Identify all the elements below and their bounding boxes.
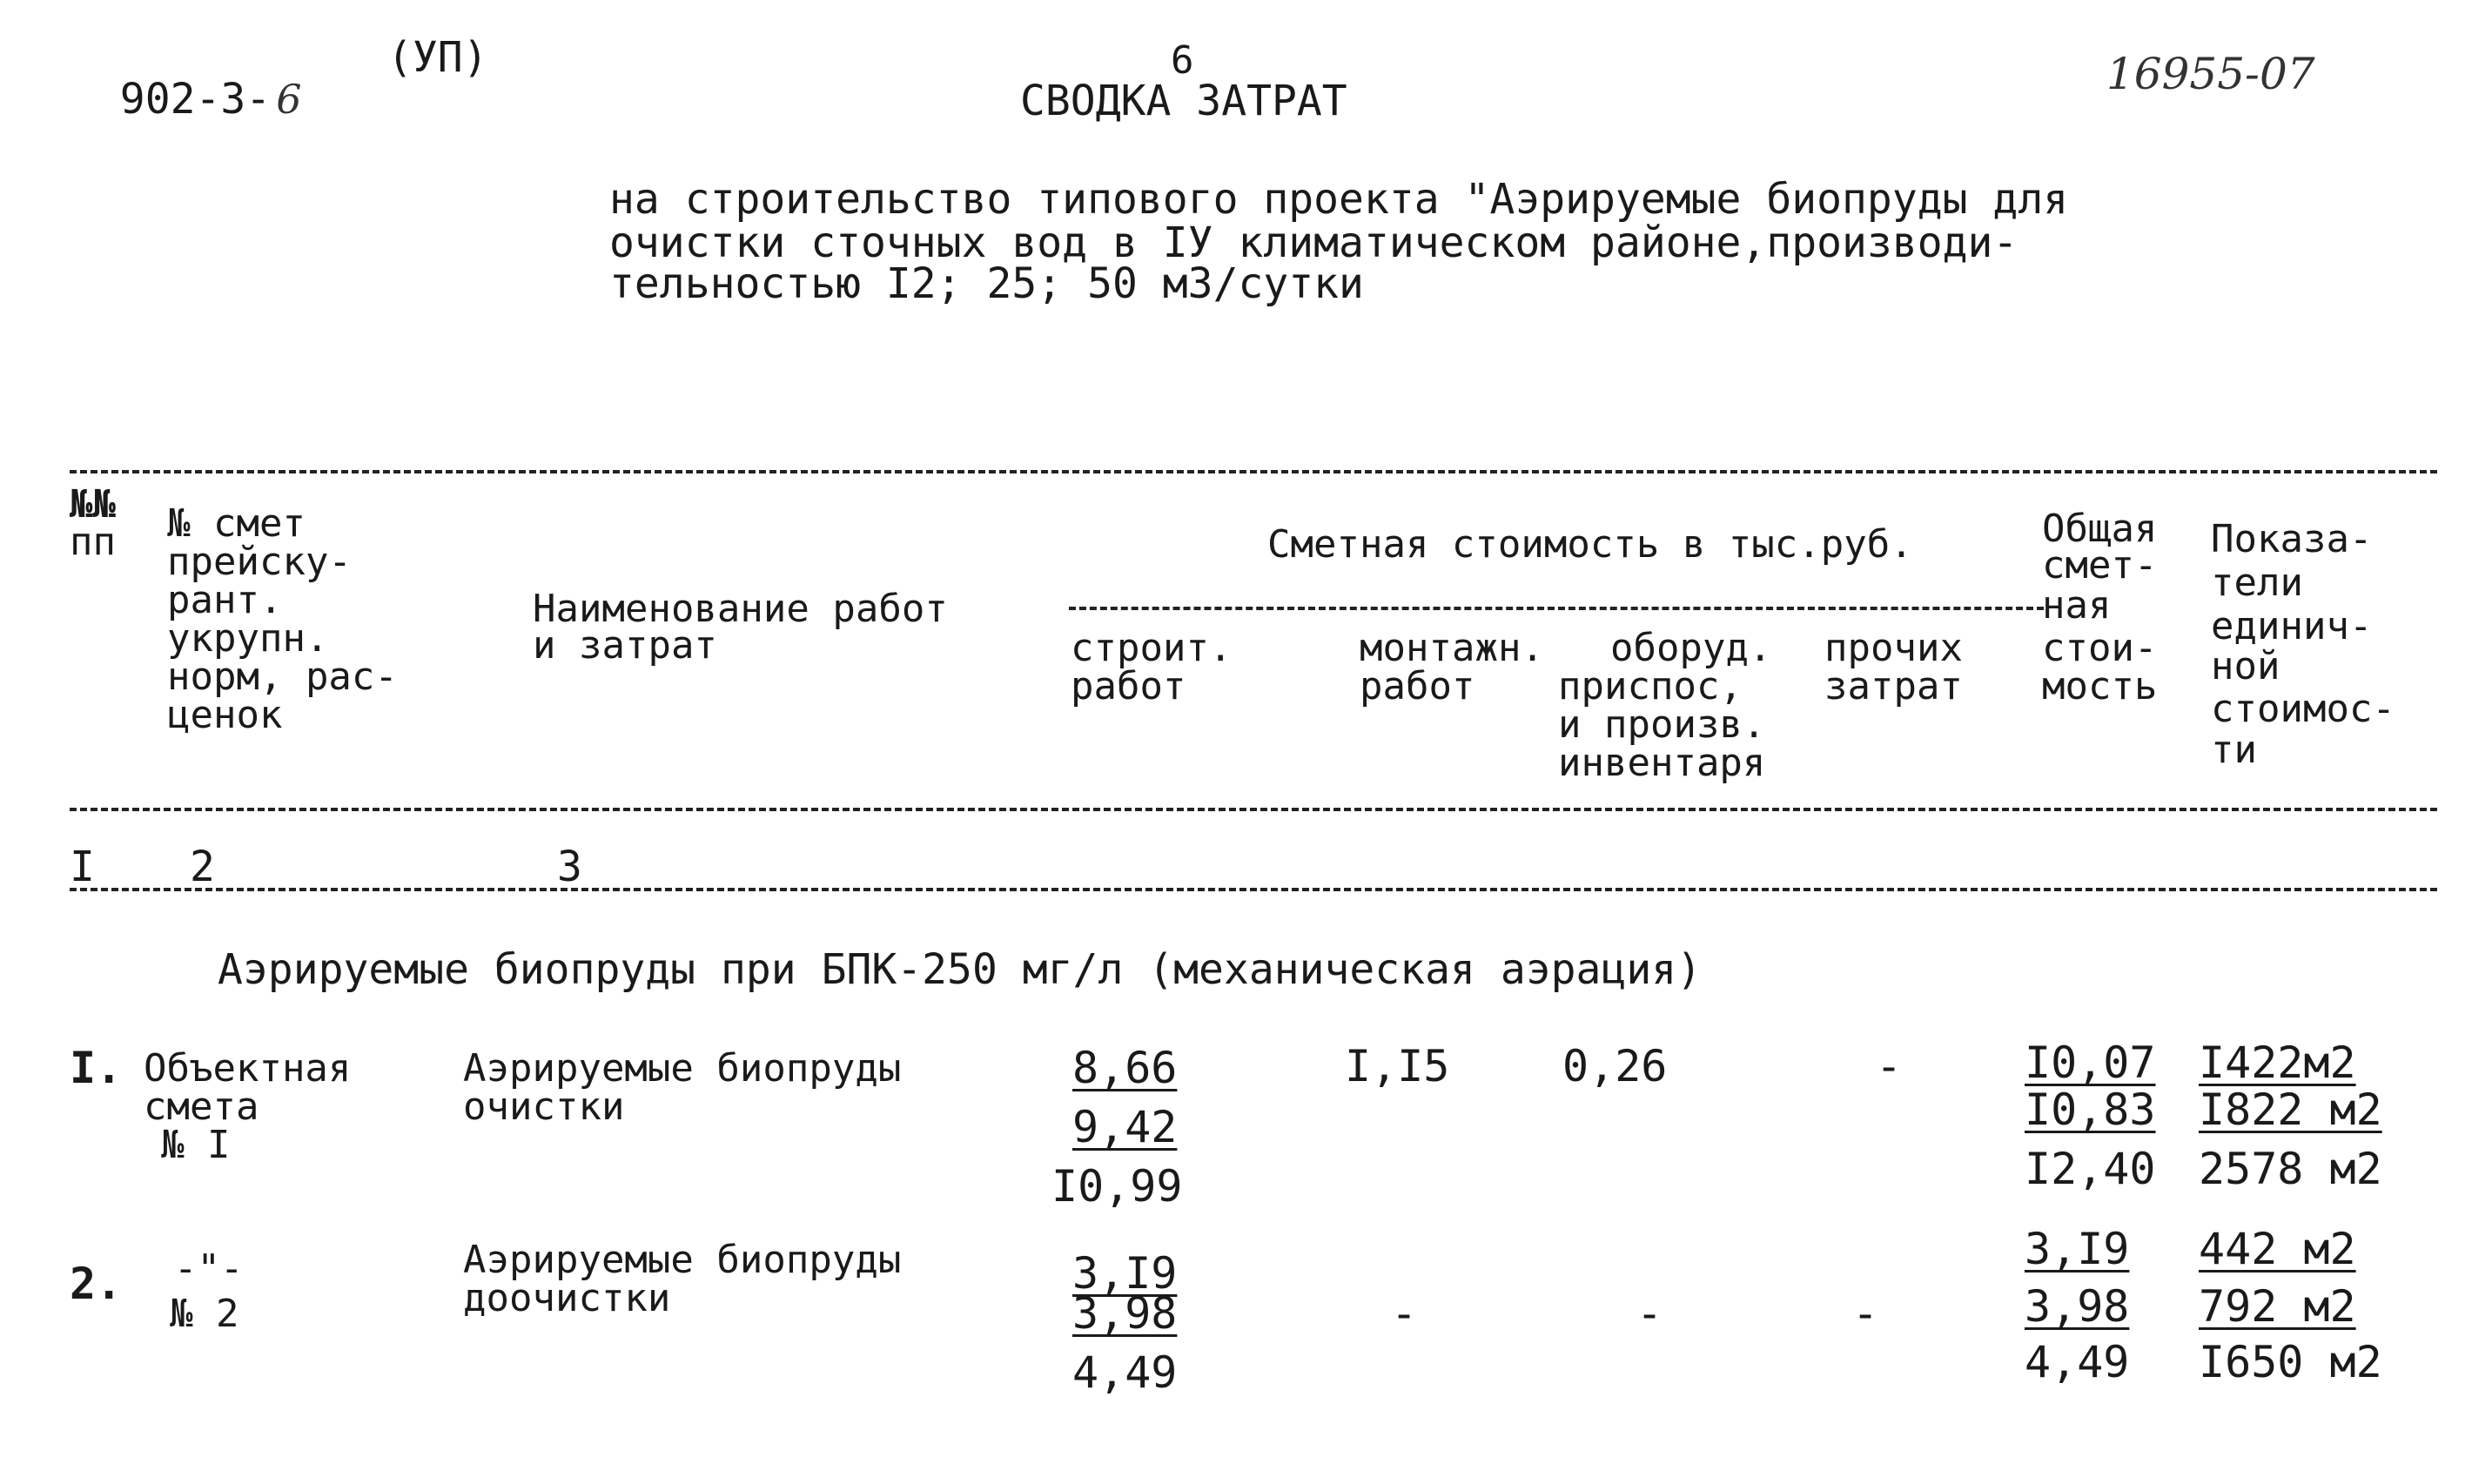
estimate-ref: № I <box>161 1123 231 1167</box>
total-value: 3,98 <box>2025 1281 2130 1332</box>
row-number: I. <box>70 1043 123 1093</box>
unit-cost-value: 442 м2 <box>2199 1224 2356 1274</box>
doc-series: (УП) <box>387 33 488 82</box>
page-title: СВОДКА ЗАТРАТ <box>1020 77 1347 125</box>
inventory-number: 16955-07 <box>2106 49 2315 99</box>
total-value: 3,I9 <box>2025 1224 2130 1274</box>
estimate-ref: Объектная <box>144 1046 352 1091</box>
total-value: I0,07 <box>2025 1037 2156 1088</box>
work-name: Аэрируемые биопруды <box>463 1238 902 1282</box>
col-number-1: I <box>70 843 95 891</box>
col-number-2: 2 <box>190 843 215 891</box>
equipment-value: 0,26 <box>1562 1041 1668 1091</box>
unit-cost-value: I422м2 <box>2199 1037 2356 1088</box>
cost-group-rule <box>1069 607 2044 610</box>
unit-cost-value: 2578 м2 <box>2199 1144 2382 1194</box>
unit-cost-value: I650 м2 <box>2199 1337 2382 1387</box>
construction-value: 3,98 <box>1072 1288 1178 1339</box>
doc-code: 902-3- 6 <box>119 75 302 124</box>
total-value: I0,83 <box>2025 1084 2156 1135</box>
installation-value: - <box>1391 1288 1418 1339</box>
subtitle-line-2: очистки сточных вод в IУ климатическом районе,производи- <box>609 218 2018 267</box>
total-value: 4,49 <box>2025 1337 2130 1387</box>
construction-value: 4,49 <box>1072 1347 1178 1398</box>
work-name: доочистки <box>463 1276 671 1320</box>
equipment-value: - <box>1636 1288 1663 1339</box>
col-numbers-rule <box>70 888 2437 891</box>
work-name: очистки <box>463 1084 625 1129</box>
estimate-ref: -"- <box>174 1246 244 1291</box>
other-value: - <box>1876 1041 1903 1091</box>
section-title: Аэрируемые биопруды при БПК-250 мг/л (механическая аэрация) <box>218 945 1703 994</box>
construction-value: 3,I9 <box>1072 1248 1178 1299</box>
cost-group-header: Сметная стоимость в тыс.руб. <box>1267 522 1913 567</box>
subtitle-line-3: тельностью I2; 25; 50 м3/сутки <box>609 259 1364 308</box>
unit-cost-value: I822 м2 <box>2199 1084 2382 1135</box>
work-name: Аэрируемые биопруды <box>463 1046 902 1091</box>
total-value: I2,40 <box>2025 1144 2156 1194</box>
other-value: - <box>1852 1288 1879 1339</box>
row-number: 2. <box>70 1259 123 1309</box>
estimate-ref: смета <box>144 1084 259 1129</box>
doc-code-handwritten: 6 <box>276 76 302 123</box>
col-number-3: 3 <box>557 843 582 891</box>
subtitle-line-1: на строительство типового проекта "Аэрируемые биопруды для <box>609 175 2069 224</box>
estimate-ref: № 2 <box>170 1292 239 1336</box>
construction-value: 9,42 <box>1072 1102 1178 1152</box>
page-number: 6 <box>1171 38 1194 83</box>
header-bottom-rule <box>70 808 2437 811</box>
installation-value: I,I5 <box>1345 1041 1450 1091</box>
unit-cost-value: 792 м2 <box>2199 1281 2356 1332</box>
construction-value: I0,99 <box>1051 1161 1183 1212</box>
construction-value: 8,66 <box>1072 1043 1178 1093</box>
header-top-rule <box>70 470 2437 473</box>
